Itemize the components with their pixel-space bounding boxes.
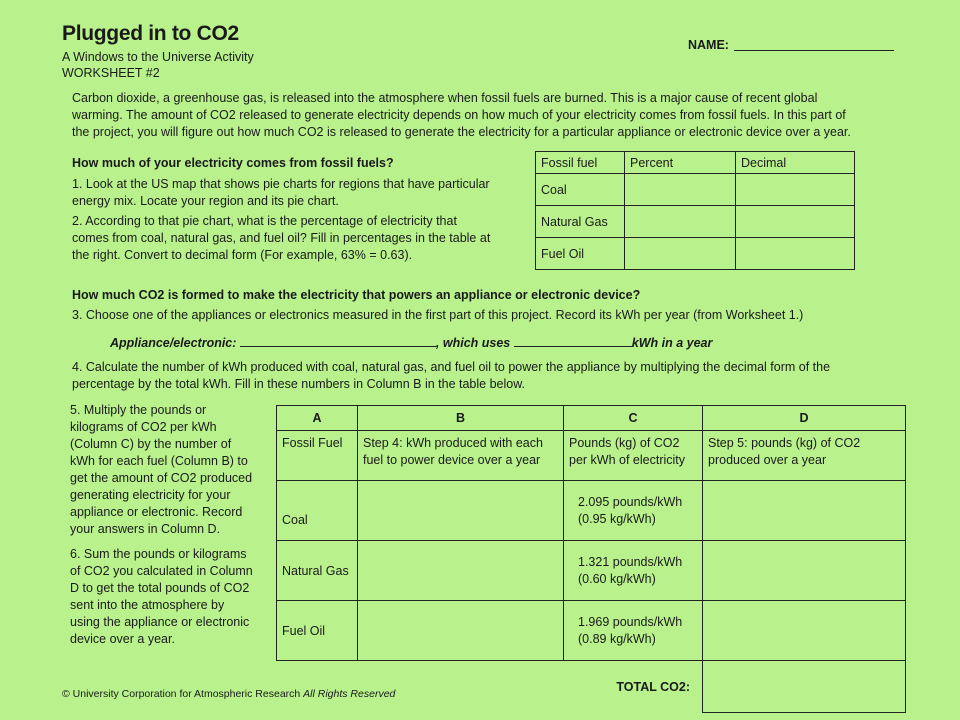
step5-line: your answers in Column D. xyxy=(70,522,221,536)
column-header xyxy=(277,431,358,481)
header-line: per kWh of electricity xyxy=(569,453,686,467)
total-co2-label: TOTAL CO2: xyxy=(616,679,690,694)
name-field[interactable] xyxy=(734,50,894,51)
appliance-line xyxy=(110,334,712,352)
coal-kwh-cell[interactable] xyxy=(358,481,564,541)
step2-text xyxy=(72,213,532,264)
table1-header: Decimal xyxy=(736,152,855,174)
natural-gas-rate-cell xyxy=(564,541,703,601)
step6-line: device over a year. xyxy=(70,632,175,646)
activity-subtitle: A Windows to the Universe Activity xyxy=(62,50,254,64)
table1-row-label: Coal xyxy=(536,174,625,206)
coal-co2-cell[interactable] xyxy=(703,481,906,541)
rights-text: All Rights Reserved xyxy=(303,688,396,700)
natural-gas-kwh-cell[interactable] xyxy=(358,541,564,601)
header-line: produced over a year xyxy=(708,453,827,467)
worksheet-number: WORKSHEET #2 xyxy=(62,66,160,80)
table-row xyxy=(277,601,906,661)
appliance-field[interactable] xyxy=(240,334,436,347)
fuel-oil-percent-cell[interactable] xyxy=(625,238,736,270)
table1-header: Percent xyxy=(625,152,736,174)
rate-pounds: 2.095 pounds/kWh xyxy=(578,494,683,509)
step2-line: comes from coal, natural gas, and fuel oil? Fill in percentages in the table at xyxy=(72,231,491,245)
fuel-oil-co2-cell[interactable] xyxy=(703,601,906,661)
step5-line: appliance or electronic. Record xyxy=(70,505,243,519)
step1-line: 1. Look at the US map that shows pie charts for regions that have particular xyxy=(72,177,490,191)
intro-line: warming. The amount of CO2 released to generate electricity depends on how much of your electricity comes from fossil fuels. In this part of xyxy=(72,108,846,122)
step4-line: percentage by the total kWh. Fill in these numbers in Column B in the table below. xyxy=(72,377,526,391)
header-line: Step 4: kWh produced with each xyxy=(363,436,543,450)
step3-text: 3. Choose one of the appliances or electronics measured in the first part of this project. Record its kWh per year (from Worksheet 1.) xyxy=(72,308,804,322)
header-line: fuel to power device over a year xyxy=(363,453,541,467)
column-header xyxy=(564,431,703,481)
fuel-label: Fuel Oil xyxy=(277,601,358,661)
fuel-oil-kwh-cell[interactable] xyxy=(358,601,564,661)
table1-row-label: Fuel Oil xyxy=(536,238,625,270)
intro-paragraph xyxy=(72,90,932,141)
rate-pounds: 1.321 pounds/kWh xyxy=(578,554,683,569)
rate-pounds: 1.969 pounds/kWh xyxy=(578,614,683,629)
column-letter: C xyxy=(564,406,703,431)
intro-line: the project, you will figure out how much CO2 is released to generate the electricity for a particular appliance or electronic device over a year. xyxy=(72,125,851,139)
step4-line: 4. Calculate the number of kWh produced with coal, natural gas, and fuel oil to power the appliance by multiplying the decimal form of the xyxy=(72,360,831,374)
step6-line: 6. Sum the pounds or kilograms xyxy=(70,547,247,561)
step2-line: 2. According to that pie chart, what is the percentage of electricity that xyxy=(72,214,457,228)
intro-line: Carbon dioxide, a greenhouse gas, is released into the atmosphere when fossil fuels are burned. This is a major cause of recent global xyxy=(72,91,818,105)
step5-line: generating electricity for your xyxy=(70,488,231,502)
table-row xyxy=(277,481,906,541)
fuel-label: Coal xyxy=(277,481,358,541)
natural-gas-co2-cell[interactable] xyxy=(703,541,906,601)
step1-line: energy mix. Locate your region and its pie chart. xyxy=(72,194,339,208)
which-uses-label: , which uses xyxy=(435,336,511,350)
appliance-label: Appliance/electronic: xyxy=(110,336,237,350)
coal-rate-cell xyxy=(564,481,703,541)
copyright-text: © University Corporation for Atmospheric Research xyxy=(62,688,301,700)
step5-text xyxy=(70,402,270,538)
step5-line: get the amount of CO2 produced xyxy=(70,471,253,485)
step6-text xyxy=(70,546,270,648)
fuel-label: Natural Gas xyxy=(277,541,358,601)
table1-header: Fossil fuel xyxy=(536,152,625,174)
step4-text xyxy=(72,359,932,393)
natural-gas-percent-cell[interactable] xyxy=(625,206,736,238)
column-letter: A xyxy=(277,406,358,431)
column-header xyxy=(703,431,906,481)
fuel-oil-decimal-cell[interactable] xyxy=(736,238,855,270)
step5-line: 5. Multiply the pounds or xyxy=(70,403,207,417)
table1-row-label: Natural Gas xyxy=(536,206,625,238)
section2-heading: How much CO2 is formed to make the electricity that powers an appliance or electronic device? xyxy=(72,288,641,302)
natural-gas-decimal-cell[interactable] xyxy=(736,206,855,238)
column-header xyxy=(358,431,564,481)
rate-kg: (0.95 kg/kWh) xyxy=(578,511,656,526)
step5-line: kilograms of CO2 per kWh xyxy=(70,420,217,434)
step2-line: the right. Convert to decimal form (For example, 63% = 0.63). xyxy=(72,248,413,262)
column-letter: D xyxy=(703,406,906,431)
rate-kg: (0.89 kg/kWh) xyxy=(578,631,656,646)
step1-text xyxy=(72,176,522,210)
co2-calculation-table xyxy=(276,405,906,713)
kwh-year-label: kWh in a year xyxy=(631,336,713,350)
fossil-fuel-percent-table xyxy=(535,151,855,270)
column-letter: B xyxy=(358,406,564,431)
total-co2-cell[interactable] xyxy=(703,661,906,713)
step6-line: using the appliance or electronic xyxy=(70,615,250,629)
rate-kg: (0.60 kg/kWh) xyxy=(578,571,656,586)
step5-line: kWh for each fuel (Column B) to xyxy=(70,454,248,468)
table-row xyxy=(277,541,906,601)
step6-line: of CO2 you calculated in Column xyxy=(70,564,253,578)
header-line: Pounds (kg) of CO2 xyxy=(569,436,680,450)
coal-decimal-cell[interactable] xyxy=(736,174,855,206)
step6-line: sent into the atmosphere by xyxy=(70,598,225,612)
header-line: Fossil Fuel xyxy=(282,436,343,450)
coal-percent-cell[interactable] xyxy=(625,174,736,206)
step5-line: (Column C) by the number of xyxy=(70,437,232,451)
section1-heading: How much of your electricity comes from fossil fuels? xyxy=(72,156,394,170)
name-label: NAME: xyxy=(688,38,729,52)
step6-line: D to get the total pounds of CO2 xyxy=(70,581,250,595)
kwh-field[interactable] xyxy=(514,334,632,347)
header-line: Step 5: pounds (kg) of CO2 xyxy=(708,436,861,450)
fuel-oil-rate-cell xyxy=(564,601,703,661)
worksheet-title: Plugged in to CO2 xyxy=(62,22,239,45)
copyright-footer xyxy=(62,688,395,700)
